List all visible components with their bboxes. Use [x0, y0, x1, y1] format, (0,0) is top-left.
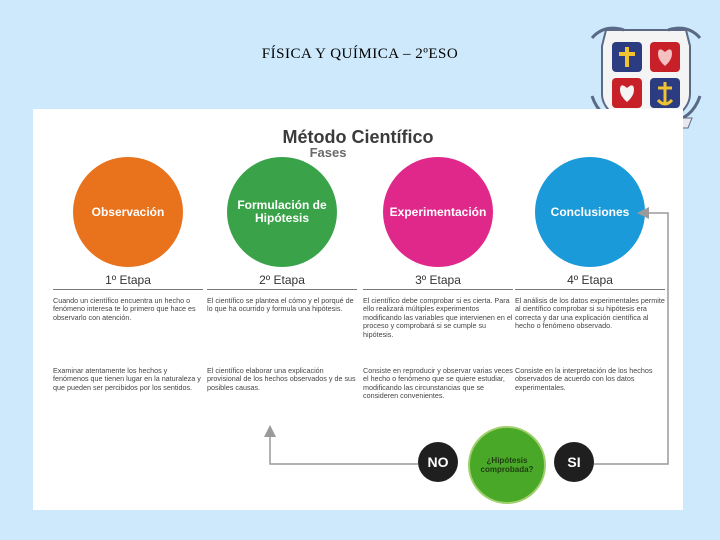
hypothesis-check-bubble: ¿Hipótesis comprobada?	[468, 426, 546, 504]
phase-circle: Formulación de Hipótesis	[227, 157, 337, 267]
stage-label: 1º Etapa	[105, 273, 151, 287]
slide-title: FÍSICA Y QUÍMICA – 2ºESO	[261, 46, 459, 62]
phase-definition: Consiste en la interpretación de los hechos observados de acuerdo con los datos experimentales.	[515, 366, 653, 392]
phase-description: El análisis de los datos experimentales permite al científico comprobar si su hipótesis era correcta y dar una explicación científica al hecho o fenómeno observado.	[515, 296, 665, 331]
no-bubble: NO	[418, 442, 458, 482]
diagram-subtitle: Fases	[309, 145, 347, 160]
phase-definition: El científico elaborar una explicación provisional de los hechos observados y de sus posibles causas.	[207, 366, 356, 392]
diagram-title: Método Científico	[282, 127, 434, 147]
phase-definition: Consiste en reproducir y observar varias veces el hecho o fenómeno que se quiere estudiar, modificando las circunstancias que se consideren convenientes.	[363, 366, 513, 401]
phase-description: El científico debe comprobar si es cierta. Para ello realizará múltiples experimentos modificando las variables que intervienen en el proceso y comprobará si se cumple su hipótesis.	[363, 296, 513, 339]
stage-label: 3º Etapa	[415, 273, 461, 287]
stage-label: 2º Etapa	[259, 273, 305, 287]
phase-definition: Examinar atentamente los hechos y fenómenos que tienen lugar en la naturaleza y que pueden ser percibidos por los sentidos.	[53, 366, 201, 392]
diagram-panel	[33, 109, 683, 510]
phase-circle: Observación	[73, 157, 183, 267]
phase-circle: Experimentación	[383, 157, 493, 267]
phase-circle: Conclusiones	[535, 157, 645, 267]
si-bubble: SI	[554, 442, 594, 482]
stage-label: 4º Etapa	[567, 273, 613, 287]
phase-description: El científico se plantea el cómo y el porqué de lo que ha ocurrido y formula una hipótesis.	[207, 296, 354, 314]
phase-description: Cuando un científico encuentra un hecho o fenómeno interesa te lo primero que hace es observarlo con atención.	[53, 296, 196, 322]
